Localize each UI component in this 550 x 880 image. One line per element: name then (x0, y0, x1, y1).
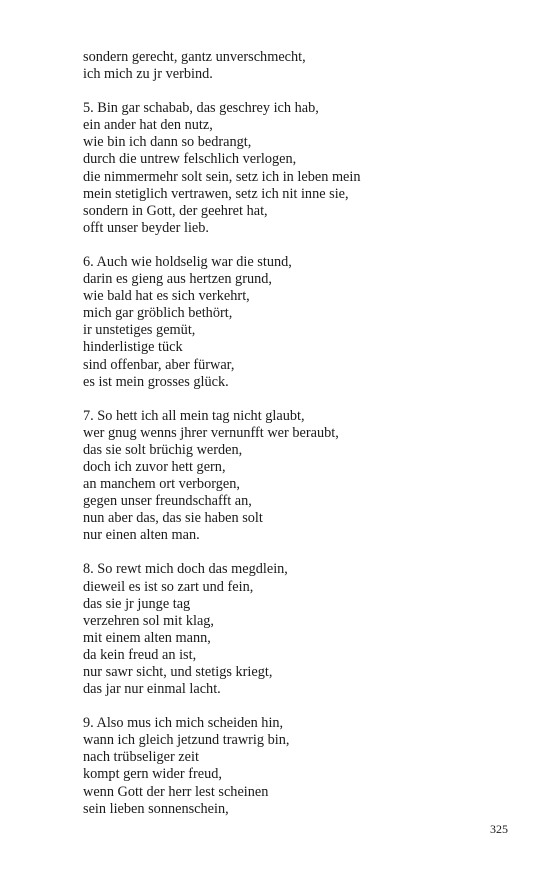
verse-line: wie bald hat es sich verkehrt, (83, 288, 250, 305)
verse-line: sein lieben sonnenschein, (83, 800, 229, 817)
verse-line: das jar nur einmal lacht. (83, 681, 221, 698)
verse-line: da kein freud an ist, (83, 646, 197, 663)
verse-line: gegen unser freundschafft an, (83, 493, 252, 510)
verse-line: ir unstetiges gemüt, (83, 322, 196, 339)
verse-line: das sie jr junge tag (83, 595, 191, 612)
verse-line: sondern gerecht, gantz unverschmecht, (83, 49, 306, 65)
verse-line: 5. Bin gar schabab, das geschrey ich hab, (83, 100, 319, 117)
verse-line: mich gar gröblich bethört, (83, 305, 233, 322)
verse-line: die nimmermehr solt sein, setz ich in leben mein (83, 168, 361, 185)
stanza (83, 715, 523, 818)
poem-text (83, 49, 523, 835)
verse-line: nun aber das, das sie haben solt (83, 510, 263, 527)
verse-line: an manchem ort verborgen, (83, 476, 240, 493)
verse-line: 7. So hett ich all mein tag nicht glaubt, (83, 407, 305, 424)
verse-line: 8. So rewt mich doch das megdlein, (83, 561, 288, 578)
verse-line: darin es gieng aus hertzen grund, (83, 271, 272, 288)
verse-line: nur sawr sicht, und stetigs kriegt, (83, 664, 273, 680)
verse-line: mein stetiglich vertrawen, setz ich nit inne sie, (83, 185, 349, 202)
verse-line: es ist mein grosses glück. (83, 373, 229, 390)
verse-line: dieweil es ist so zart und fein, (83, 578, 254, 595)
stanza (83, 49, 523, 83)
verse-line: mit einem alten mann, (83, 629, 211, 646)
verse-line: nur einen alten man. (83, 527, 200, 544)
verse-line: wer gnug wenns jhrer vernunfft wer beraubt, (83, 424, 339, 441)
verse-line: 9. Also mus ich mich scheiden hin, (83, 715, 284, 732)
verse-line: verzehren sol mit klag, (83, 612, 215, 629)
verse-line: wenn Gott der herr lest scheinen (83, 783, 269, 800)
verse-line: durch die untrew felschlich verlogen, (83, 151, 297, 168)
verse-line: wann ich gleich jetzund trawrig bin, (83, 732, 290, 749)
verse-line: ich mich zu jr verbind. (83, 66, 213, 83)
verse-line: offt unser beyder lieb. (83, 219, 209, 236)
verse-line: 6. Auch wie holdselig war die stund, (83, 253, 292, 270)
stanza (83, 100, 523, 237)
verse-line: hinderlistige tück (83, 339, 183, 356)
verse-line: ein ander hat den nutz, (83, 117, 213, 134)
verse-line: sondern in Gott, der geehret hat, (83, 202, 268, 219)
verse-line: wie bin ich dann so bedrangt, (83, 134, 252, 151)
page-number: 325 (490, 822, 508, 836)
verse-line: nach trübseliger zeit (83, 749, 199, 766)
stanza (83, 254, 523, 391)
stanza (83, 561, 523, 698)
verse-line: sind offenbar, aber fürwar, (83, 356, 235, 373)
stanza (83, 408, 523, 545)
verse-line: das sie solt brüchig werden, (83, 441, 243, 458)
verse-line: kompt gern wider freud, (83, 766, 222, 783)
verse-line: doch ich zuvor hett gern, (83, 458, 226, 475)
